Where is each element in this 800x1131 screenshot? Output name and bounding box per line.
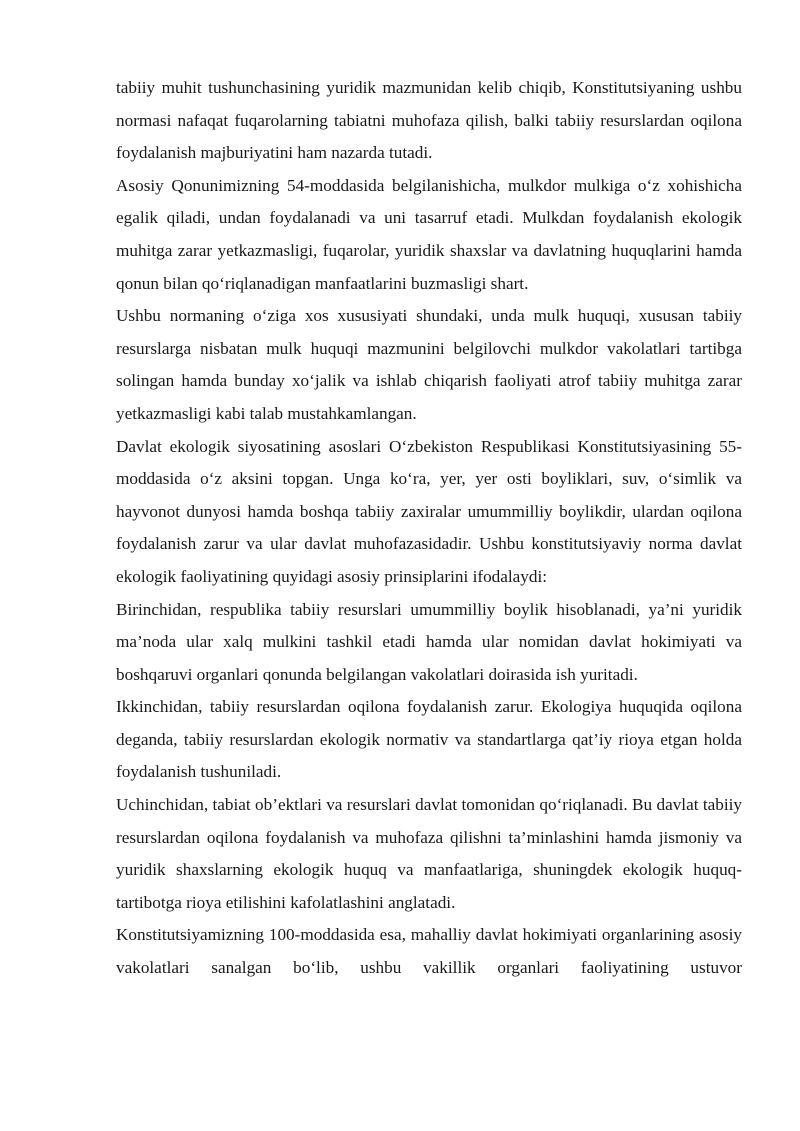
document-page xyxy=(116,72,742,985)
paragraph-2: Asosiy Qonunimizning 54-moddasida belgilanishicha, mulkdor mulkiga o‘z xohishicha egalik qiladi, undan foydalanadi va uni tasarruf etadi. Mulkdan foydalanish ekologik muhitga zarar yetkazmasligi, fuqarolar, yuridik shaxslar va davlatning huquqlarini hamda qonun bilan qo‘riqlanadigan manfaatlarini buzmasligi shart. xyxy=(116,175,742,293)
paragraph-8: Konstitutsiyamizning 100-moddasida esa, mahalliy davlat hokimiyati organlarining asosiy vakolatlari sanalgan bo‘lib, ushbu vakillik organlari faoliyatining ustuvor xyxy=(116,925,742,978)
paragraph-6: Ikkinchidan, tabiiy resurslardan oqilona foydalanish zarur. Ekologiya huquqida oqilona deganda, tabiiy resurslardan ekologik normativ va standartlarga qat’iy rioya etgan holda foydalanish tushuniladi. xyxy=(116,697,742,782)
paragraph-7: Uchinchidan, tabiat ob’ektlari va resurslari davlat tomonidan qo‘riqlanadi. Bu davlat tabiiy resurslardan oqilona foydalanish va muhofaza qilishni ta’minlashini hamda jismoniy va yuridik shaxslarning ekologik huquq va manfaatlariga, shuningdek ekologik huquq-tartibotga rioya etilishini kafolatlashini anglatadi. xyxy=(116,795,742,912)
paragraph-5: Birinchidan, respublika tabiiy resurslari umummilliy boylik hisoblanadi, ya’ni yuridik ma’noda ular xalq mulkini tashkil etadi hamda ular nomidan davlat hokimiyati va boshqaruvi organlari qonunda belgilangan vakolatlari doirasida ish yuritadi. xyxy=(116,599,742,684)
paragraph-4: Davlat ekologik siyosatining asoslari O‘zbekiston Respublikasi Konstitutsiyasining 55-moddasida o‘z aksini topgan. Unga ko‘ra, yer, yer osti boyliklari, suv, o‘simlik va hayvonot dunyosi hamda boshqa tabiiy zaxiralar umummilliy boylikdir, ulardan oqilona foydalanish zarur va ular davlat muhofazasidadir. Ushbu konstitutsiyaviy norma davlat ekologik faoliyatining quyidagi asosiy prinsiplarini ifodalaydi: xyxy=(116,436,742,586)
paragraph-3: Ushbu normaning o‘ziga xos xususiyati shundaki, unda mulk huquqi, xususan tabiiy resurslarga nisbatan mulk huquqi mazmunini belgilovchi mulkdor vakolatlari tartibga solingan hamda bunday xo‘jalik va ishlab chiqarish faoliyati atrof tabiiy muhitga zarar yetkazmasligi kabi talab mustahkamlangan. xyxy=(116,306,742,423)
paragraph-1: tabiiy muhit tushunchasining yuridik mazmunidan kelib chiqib, Konstitutsiyaning ushbu normasi nafaqat fuqarolarning tabiatni muhofaza qilish, balki tabiiy resurslardan oqilona foydalanish majburiyatini ham nazarda tutadi. xyxy=(116,78,742,163)
